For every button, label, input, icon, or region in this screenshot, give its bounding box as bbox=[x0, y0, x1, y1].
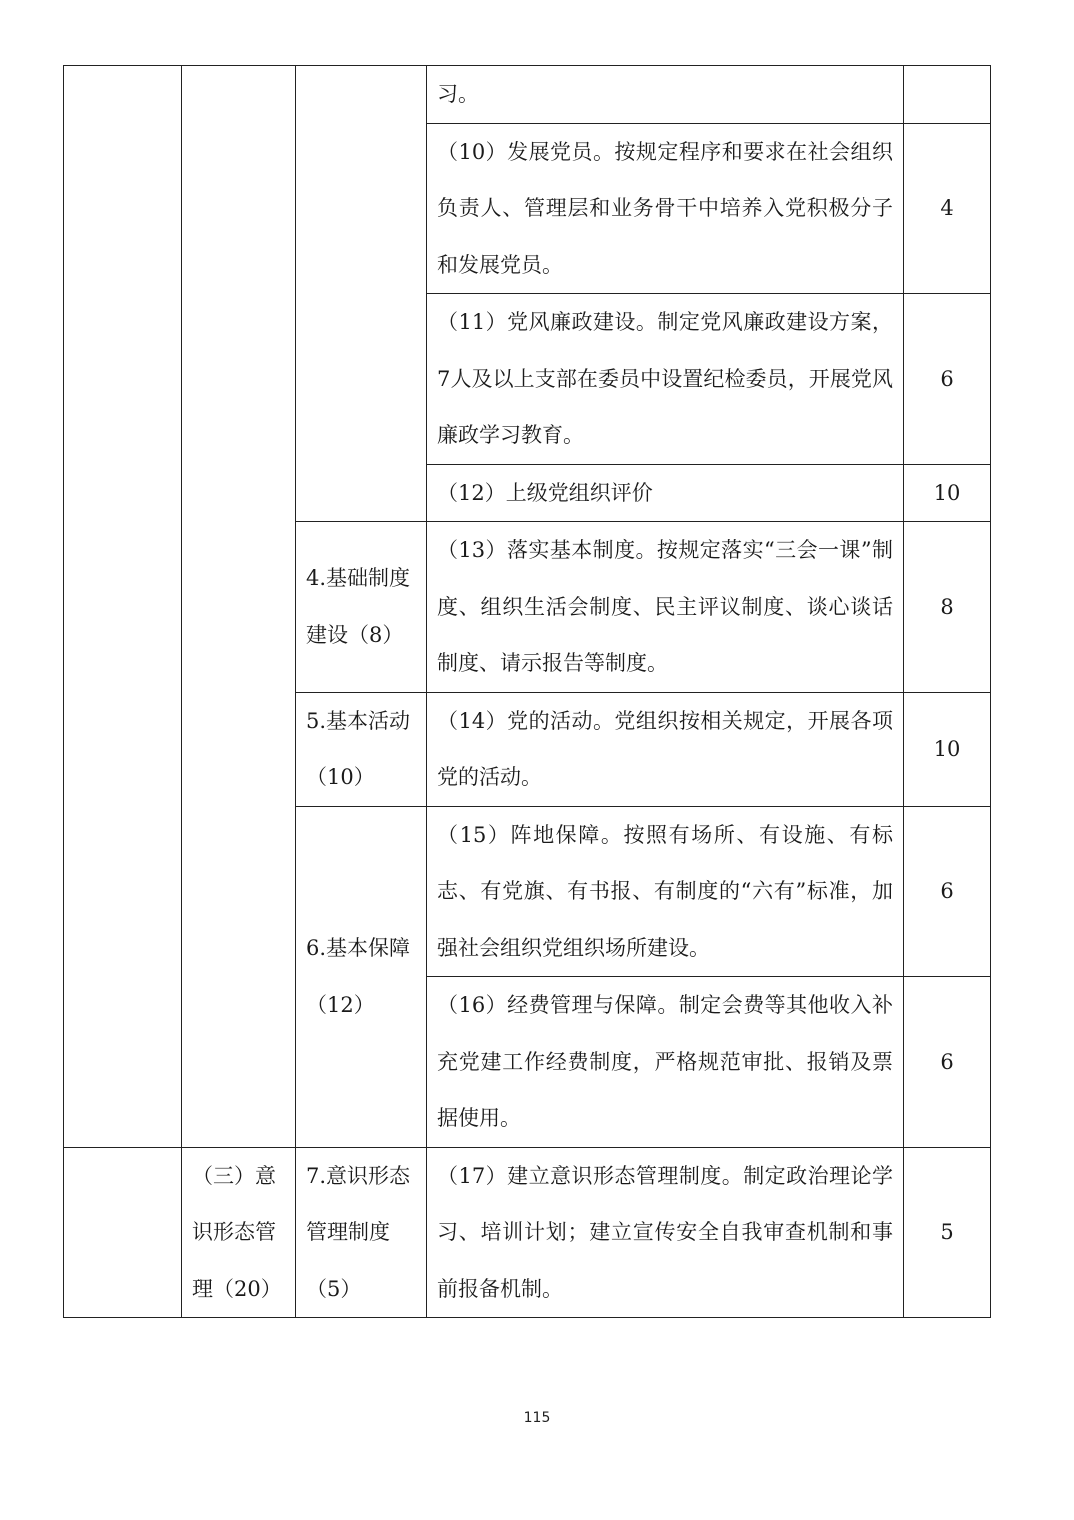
criterion-desc: 习。 bbox=[427, 66, 904, 124]
category-ideology: （三）意识形态管理（20） bbox=[182, 1147, 296, 1318]
criterion-desc: （13）落实基本制度。按规定落实“三会一课”制度、组织生活会制度、民主评议制度、谈心谈话制度、请示报告等制度。 bbox=[427, 522, 904, 693]
criterion-desc: （15）阵地保障。按照有场所、有设施、有标志、有党旗、有书报、有制度的“六有”标准，加强社会组织党组织场所建设。 bbox=[427, 806, 904, 977]
item-basic-activity: 5.基本活动（10） bbox=[296, 692, 427, 806]
level1-cell bbox=[64, 1147, 182, 1318]
evaluation-table bbox=[63, 65, 991, 1318]
item-basic-guarantee: 6.基本保障（12） bbox=[296, 806, 427, 1147]
criterion-desc: （17）建立意识形态管理制度。制定政治理论学习、培训计划；建立宣传安全自我审查机制和事前报备机制。 bbox=[427, 1147, 904, 1318]
criterion-score: 8 bbox=[904, 522, 991, 693]
criterion-desc: （16）经费管理与保障。制定会费等其他收入补充党建工作经费制度，严格规范审批、报销及票据使用。 bbox=[427, 977, 904, 1148]
item-ideology-system: 7.意识形态管理制度（5） bbox=[296, 1147, 427, 1318]
level3-cell bbox=[296, 66, 427, 522]
level2-cell bbox=[182, 66, 296, 1148]
page-number: 115 bbox=[523, 1410, 551, 1426]
criterion-score: 10 bbox=[904, 464, 991, 522]
table-row bbox=[64, 66, 991, 124]
criterion-score: 6 bbox=[904, 294, 991, 465]
criterion-desc: （12）上级党组织评价 bbox=[427, 464, 904, 522]
criterion-score: 10 bbox=[904, 692, 991, 806]
criterion-desc: （11）党风廉政建设。制定党风廉政建设方案，7人及以上支部在委员中设置纪检委员，开展党风廉政学习教育。 bbox=[427, 294, 904, 465]
item-basic-system: 4.基础制度建设（8） bbox=[296, 522, 427, 693]
criterion-desc: （10）发展党员。按规定程序和要求在社会组织负责人、管理层和业务骨干中培养入党积极分子和发展党员。 bbox=[427, 123, 904, 294]
criterion-score: 6 bbox=[904, 806, 991, 977]
criterion-score: 4 bbox=[904, 123, 991, 294]
criterion-desc: （14）党的活动。党组织按相关规定，开展各项党的活动。 bbox=[427, 692, 904, 806]
level1-cell bbox=[64, 66, 182, 1148]
table-row bbox=[64, 1147, 991, 1318]
criterion-score bbox=[904, 66, 991, 124]
criterion-score: 5 bbox=[904, 1147, 991, 1318]
criterion-score: 6 bbox=[904, 977, 991, 1148]
